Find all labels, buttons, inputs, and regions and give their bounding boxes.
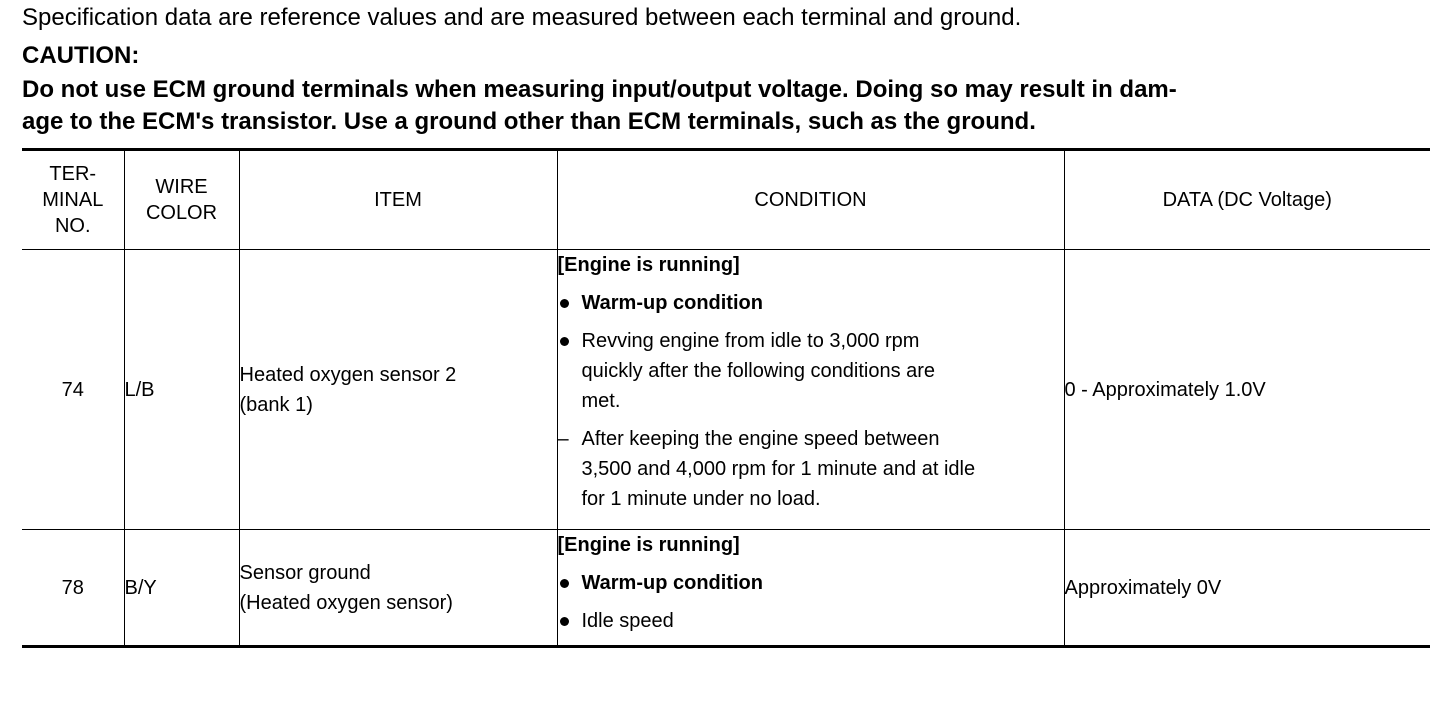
item-cell <box>239 250 557 530</box>
condition-cell <box>557 250 1064 530</box>
dash-icon: – <box>557 428 569 450</box>
caution-line: Do not use ECM ground terminals when measuring input/output voltage. Doing so may result in dam- <box>22 76 1177 103</box>
item-line: (bank 1) <box>239 393 313 416</box>
condition-line: After keeping the engine speed between <box>581 428 940 450</box>
header-text: COLOR <box>145 202 218 224</box>
wire-color-cell: L/B <box>124 250 239 530</box>
condition-subitem <box>558 424 1064 514</box>
condition-line: met. <box>581 390 621 412</box>
header-item: ITEM <box>239 150 557 250</box>
header-text: WIRE <box>155 176 208 198</box>
bullet-icon <box>558 288 582 318</box>
intro-text: Specification data are reference values and are measured between each terminal and ground. <box>22 4 1022 31</box>
item-line: Heated oxygen sensor 2 <box>239 363 457 386</box>
condition-text <box>582 326 936 416</box>
data-cell: Approximately 0V <box>1064 530 1430 647</box>
condition-heading: [Engine is running] <box>557 534 740 556</box>
bullet-icon <box>558 606 582 636</box>
item-line: (Heated oxygen sensor) <box>239 591 453 614</box>
terminal-no-cell: 78 <box>22 530 124 647</box>
condition-bullet <box>558 606 1064 636</box>
header-text: NO. <box>54 215 91 237</box>
condition-text: Idle speed <box>581 610 674 632</box>
header-data: DATA (DC Voltage) <box>1064 150 1430 250</box>
condition-heading: [Engine is running] <box>557 254 740 276</box>
condition-bullet <box>558 326 1064 416</box>
item-line: Sensor ground <box>239 561 371 584</box>
header-condition: CONDITION <box>557 150 1064 250</box>
terminal-spec-table <box>22 148 1430 648</box>
caution-line: age to the ECM's transistor. Use a ground other than ECM terminals, such as the ground. <box>22 108 1036 135</box>
data-cell: 0 - Approximately 1.0V <box>1064 250 1430 530</box>
header-text: TER- <box>49 163 97 185</box>
caution-text <box>22 74 1432 138</box>
condition-text: Warm-up condition <box>581 292 763 314</box>
wire-color-cell: B/Y <box>124 530 239 647</box>
table-header-row <box>22 150 1430 250</box>
table-row <box>22 530 1430 647</box>
header-wire-color <box>124 150 239 250</box>
condition-text: Warm-up condition <box>581 572 763 594</box>
condition-bullet <box>558 568 1064 598</box>
condition-bullet <box>558 288 1064 318</box>
terminal-no-cell: 74 <box>22 250 124 530</box>
condition-line: quickly after the following conditions are <box>581 360 936 382</box>
item-cell <box>239 530 557 647</box>
condition-cell <box>557 530 1064 647</box>
condition-text <box>582 424 976 514</box>
condition-line: 3,500 and 4,000 rpm for 1 minute and at idle <box>581 458 976 480</box>
bullet-icon <box>558 326 582 416</box>
table-row <box>22 250 1430 530</box>
condition-line: Revving engine from idle to 3,000 rpm <box>581 330 920 352</box>
caution-title: CAUTION: <box>22 42 140 69</box>
header-text: MINAL <box>42 189 104 211</box>
condition-line: for 1 minute under no load. <box>581 488 821 510</box>
bullet-icon <box>558 568 582 598</box>
header-terminal-no <box>22 150 124 250</box>
